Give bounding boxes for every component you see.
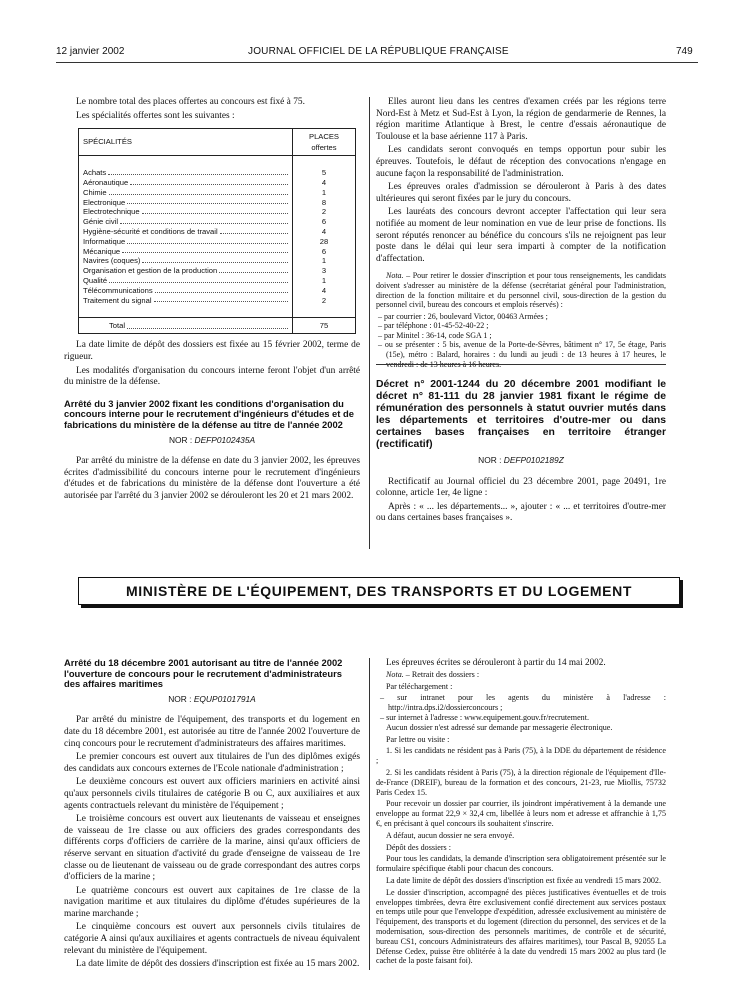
places-value: 2 xyxy=(293,296,356,318)
download-label: Par téléchargement : xyxy=(386,681,453,691)
nota-list xyxy=(376,312,666,370)
download-list xyxy=(376,693,666,722)
list-item: – par téléphone : 01-45-52-40-22 ; xyxy=(378,321,489,331)
table-row xyxy=(79,296,356,318)
paragraph: Pour tous les candidats, la demande d'inscription sera obligatoirement présentée sur le formulaire spécifique établi pour chacun des concours. xyxy=(376,854,666,874)
arrete-title: Arrêté du 3 janvier 2002 fixant les conditions d'organisation du concours interne pour le recrutement d'ingénieurs d'études et de fabrications du ministère de la défense au titre de l'année 2002 xyxy=(64,397,354,430)
paragraph: Après : « ... les départements... », ajouter : « ... et territoires d'outre-mer ou dans certaines bases françaises ». xyxy=(376,501,666,524)
table-row xyxy=(79,247,356,257)
places-value: 6 xyxy=(293,217,356,227)
specialite-name: Electrotechnique xyxy=(79,207,293,217)
paragraph: Pour recevoir un dossier par courrier, ils joindront impérativement à la demande une enveloppe au format 22,9 × 32,4 cm, libellée à leurs nom et adresse et affranchie à 1,75 €, en précisant à quel concours ils souhaitent s'inscrire. xyxy=(376,799,666,828)
specialite-name: Traitement du signal xyxy=(79,296,293,318)
paragraph: Le cinquième concours est ouvert aux personnels civils titulaires de catégorie A ainsi qu'aux auxiliaires et agents contractuels de niveau équivalent relevant du ministère de l'équipement. xyxy=(64,922,360,956)
paragraph: La date limite de dépôt des dossiers d'inscription est fixée au vendredi 15 mars 2002. xyxy=(386,875,662,885)
places-value: 8 xyxy=(293,198,356,208)
specialite-name: Génie civil xyxy=(79,217,293,227)
places-value: 2 xyxy=(293,207,356,217)
places-value: 1 xyxy=(293,188,356,198)
specialite-name: Navires (coques) xyxy=(79,256,293,266)
section-rule xyxy=(376,364,666,365)
column-right-bottom xyxy=(376,658,666,968)
letter-label: Par lettre ou visite : xyxy=(386,734,450,744)
total-value: 75 xyxy=(293,318,356,334)
paragraph: Le quatrième concours est ouvert aux capitaines de 1re classe de la navigation maritime et aux titulaires du diplôme d'études supérieures de la marine marchande ; xyxy=(64,885,360,919)
table-row xyxy=(79,188,356,198)
decret-title: Décret n° 2001-1244 du 20 décembre 2001 modifiant le décret n° 81-111 du 28 janvier 1981 fixant le régime de rémunération des personnels à statut ouvrier mutés dans les départements et territoires d'outre-mer ou dans certaines bases françaises en territoire étranger (rectificatif) xyxy=(376,379,666,450)
paragraph: La date limite de dépôt des dossiers d'inscription est fixée au 15 mars 2002. xyxy=(76,959,360,970)
specialite-name: Achats xyxy=(79,156,293,178)
paragraph: Par arrêté du ministre de l'équipement, des transports et du logement en date du 18 décembre 2001, est autorisée au titre de l'année 2002 l'ouverture de cinq concours pour le recrutement d'administrateurs des affaires maritimes. xyxy=(64,715,360,749)
arrete-title: Arrêté du 18 décembre 2001 autorisant au titre de l'année 2002 l'ouverture de concours pour le recrutement d'administrateurs des affaires maritimes xyxy=(64,657,343,690)
places-value: 4 xyxy=(293,178,356,188)
column-left-bottom xyxy=(64,658,360,973)
header-date: 12 janvier 2002 xyxy=(56,46,125,57)
table-row xyxy=(79,198,356,208)
list-item: – par courrier : 26, boulevard Victor, 00463 Armées ; xyxy=(378,311,548,321)
paragraph: Les spécialités offertes sont les suivantes : xyxy=(76,110,235,121)
places-value: 5 xyxy=(293,156,356,178)
nota-intro: Nota. – Retrait des dossiers : xyxy=(386,669,480,679)
table-row xyxy=(79,286,356,296)
paragraph: Les épreuves orales d'admission se dérouleront à Paris à des dates ultérieures qui seront fixées par le jury du concours. xyxy=(376,182,666,204)
paragraph: Rectificatif au Journal officiel du 23 décembre 2001, page 20491, 1re colonne, article 1er, 4e ligne : xyxy=(376,476,666,499)
paragraph: Le nombre total des places offertes au concours est fixé à 75. xyxy=(76,97,305,107)
places-value: 4 xyxy=(293,227,356,237)
column-right-top xyxy=(376,97,666,524)
table-body xyxy=(79,156,356,318)
table-row xyxy=(79,266,356,276)
places-value: 3 xyxy=(293,266,356,276)
paragraph: Aucun dossier n'est adressé sur demande par messagerie électronique. xyxy=(386,722,613,732)
nor-reference: NOR : DEFP0102435A xyxy=(168,434,256,445)
paragraph: La date limite de dépôt des dossiers est fixée au 15 février 2002, terme de rigueur. xyxy=(64,340,360,362)
places-value: 1 xyxy=(293,256,356,266)
table-row xyxy=(79,256,356,266)
header-title: JOURNAL OFFICIEL DE LA RÉPUBLIQUE FRANÇAISE xyxy=(248,46,509,57)
decret-section xyxy=(376,379,666,527)
header-rule xyxy=(56,62,698,63)
column-header-places xyxy=(293,129,356,156)
paragraph: Le dossier d'inscription, accompagné des pièces justificatives éventuelles et de trois enveloppes timbrées, devra être exclusivement confié directement aux services postaux en temps utile pour que l'enveloppe d'expédition, adressée exclusivement au ministère de l'équipement, des transports et du logement (direction du personnel, des services et de la modernisation, sous-direction des personnels maritimes, de contrôle et de sécurité, bureau CS1, concours Administrateurs des affaires maritimes), tour Pascal B, 92055 La Défense Cedex, puisse être oblitérée à la date du vendredi 15 mars 2002 au plus tard (le cachet de la poste faisant foi). xyxy=(376,887,666,966)
specialite-name: Chimie xyxy=(79,188,293,198)
nor-reference: NOR : DEFP0102189Z xyxy=(478,455,564,465)
paragraph: Les modalités d'organisation du concours interne feront l'objet d'un arrêté du ministre de la défense. xyxy=(64,365,360,388)
paragraph: Elles auront lieu dans les centres d'examen créés par les régions terre Nord-Est à Metz et Sud-Est à Lyon, la région de gendarmerie de Rennes, la région maritime Atlantique à Brest, le centre d'essais aéronautique de Toulouse et la base aérienne 117 à Paris. xyxy=(376,97,666,142)
paragraph: Les épreuves écrites se dérouleront à partir du 14 mai 2002. xyxy=(386,657,606,667)
specialite-name: Informatique xyxy=(79,237,293,247)
table-row xyxy=(79,276,356,286)
paragraph: Les lauréats des concours devront accepter l'affectation qui leur sera notifiée au moment de leur nomination en vue de leur prise de fonctions. Ils seront réputés renoncer au bénéfice du concours s'ils ne rejoignent pas leur poste dans le délai qui leur sera imparti à compter de la notification d'affectation. xyxy=(376,207,666,264)
places-value: 1 xyxy=(293,276,356,286)
total-label: Total xyxy=(79,318,293,334)
specialite-name: Electronique xyxy=(79,198,293,208)
nor-reference: NOR : EQUP0101791A xyxy=(168,693,256,704)
list-item: – sur internet à l'adresse : www.equipement.gouv.fr/recrutement. xyxy=(380,712,589,722)
ministry-banner: MINISTÈRE DE L'ÉQUIPEMENT, DES TRANSPORTS ET DU LOGEMENT xyxy=(78,577,680,605)
specialite-name: Mécanique xyxy=(79,247,293,257)
nota-block xyxy=(376,271,666,369)
specialites-table xyxy=(78,128,356,334)
table-row xyxy=(79,237,356,247)
places-value: 28 xyxy=(293,237,356,247)
nota-intro: Nota. – Pour retirer le dossier d'inscription et pour tous renseignements, les candidats doivent s'adresser au ministère de la défense (secrétariat général pour l'administration, direction de la fonction militaire et du personnel civil, sous-direction de la gestion du personnel civil, bureau des concours et emplois réservés) : xyxy=(376,271,666,310)
depot-label: Dépôt des dossiers : xyxy=(386,842,451,852)
specialite-name: Télécommunications xyxy=(79,286,293,296)
specialite-name: Hygiène-sécurité et conditions de travail xyxy=(79,227,293,237)
paragraph: A défaut, aucun dossier ne sera envoyé. xyxy=(386,830,515,840)
specialite-name: Aéronautique xyxy=(79,178,293,188)
page-number: 749 xyxy=(676,46,693,57)
table-row xyxy=(79,217,356,227)
paragraph: Le deuxième concours est ouvert aux officiers mariniers en activité ainsi qu'aux personnels civils titulaires de catégorie B ou C, aux auxiliaires et aux agents contractuels relevant du ministère de l'équipement ; xyxy=(64,777,360,811)
paragraph: 2. Si les candidats résident à Paris (75), à la direction régionale de l'équipement d'Ile-de-France (DREIF), bureau de la formation et des concours, 21-23, rue Miollis, 75732 Paris Cedex 15. xyxy=(376,767,666,797)
column-header-specialites: SPÉCIALITÉS xyxy=(79,129,293,156)
paragraph: Les candidats seront convoqués en temps opportun pour subir les épreuves. Toutefois, le défaut de réception des convocations n'engage en aucune façon la responsabilité de l'administration. xyxy=(376,145,666,179)
places-value: 4 xyxy=(293,286,356,296)
list-item: – ou se présenter : 5 bis, avenue de la Porte-de-Sèvres, bâtiment n° 17, 5e étage, Paris (15e), métro : Balard, horaires : du lundi au jeudi : de 13 heures à 17 heures, le vendredi : de 13 heures à 16 heures. xyxy=(378,340,666,369)
list-item: – par Minitel : 36-14, code SGA 1 ; xyxy=(378,330,492,340)
paragraph: Le premier concours est ouvert aux titulaires de l'un des diplômes exigés des candidats aux concours externes de l'Ecole nationale d'administration ; xyxy=(64,752,360,774)
list-item: – sur intranet pour les agents du ministère à l'adresse : http://intra.dps.i2/dossierconcours ; xyxy=(380,693,666,713)
specialite-name: Organisation et gestion de la production xyxy=(79,266,293,276)
paragraph: Par arrêté du ministre de la défense en date du 3 janvier 2002, les épreuves écrites d'admissibilité du concours interne pour le recrutement d'ingénieurs d'études et de fabrications du ministère de la défense dont l'ouverture a été autorisée par l'arrêté du 3 janvier 2002 se dérouleront les 20 et 21 mars 2002. xyxy=(64,456,360,501)
column-divider xyxy=(369,97,370,549)
places-value: 6 xyxy=(293,247,356,257)
column-divider xyxy=(369,658,370,970)
table-row xyxy=(79,207,356,217)
paragraph: Le troisième concours est ouvert aux lieutenants de vaisseau et enseignes de vaisseau de 1re classe ou aux officiers des grades correspondants des différents corps d'officiers de carrière de la marine, ainsi qu'aux officiers de réserve servant en situation d'activité du grade d'enseigne de vaisseau de 1re classe ou de lieutenant de vaisseau ou de grade correspondant des autres corps d'officiers de la marine ; xyxy=(64,814,360,883)
column-left-top xyxy=(64,97,360,504)
offertes-label: offertes xyxy=(311,143,337,153)
table-row xyxy=(79,227,356,237)
table-row xyxy=(79,156,356,178)
arrete-body xyxy=(64,715,360,970)
table-row xyxy=(79,178,356,188)
paragraph: 1. Si les candidats ne résident pas à Paris (75), à la DDE du département de résidence ; xyxy=(376,746,666,766)
specialite-name: Qualité xyxy=(79,276,293,286)
places-label: PLACES xyxy=(309,131,339,141)
